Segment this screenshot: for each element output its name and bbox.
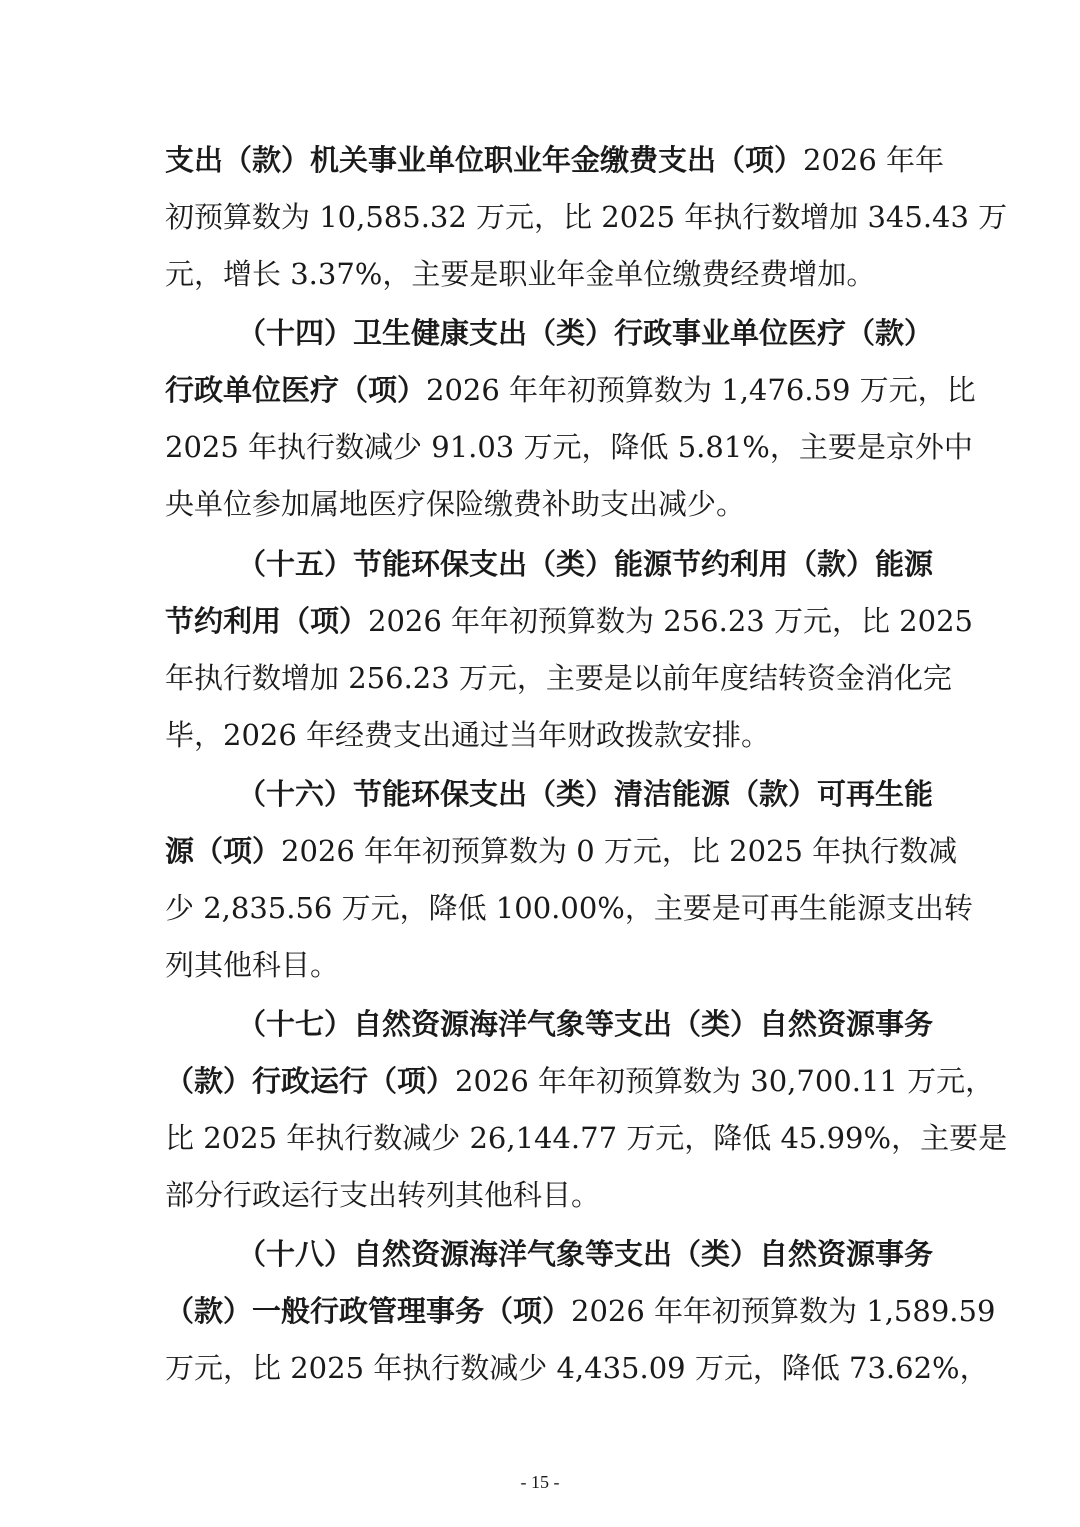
text-line — [165, 425, 973, 469]
heading-text: （十八）自然资源海洋气象等支出（类）自然资源事务 — [237, 1237, 934, 1271]
body-text-run: 列其他科目。 — [165, 948, 340, 982]
text-line — [165, 1116, 1008, 1160]
body-text-run: 2026 年年初预算数为 30,700.11 万元， — [455, 1064, 995, 1098]
text-line — [165, 713, 917, 757]
body-text-run: 元，增长 3.37%，主要是职业年金单位缴费经费增加。 — [165, 257, 876, 291]
heading-text: （十四）卫生健康支出（类）行政事业单位医疗（款） — [237, 316, 934, 350]
text-line — [165, 1346, 989, 1390]
body-text-run: 年执行数增加 256.23 万元，主要是以前年度结转资金消化完 — [165, 661, 952, 695]
heading-text: （十七）自然资源海洋气象等支出（类）自然资源事务 — [237, 1007, 934, 1041]
text-line — [237, 772, 934, 816]
body-text-run: 2026 年年 — [803, 143, 945, 177]
text-line — [165, 1059, 995, 1103]
heading-text: （十六）节能环保支出（类）清洁能源（款）可再生能 — [237, 777, 934, 811]
body-text-run: 2025 年执行数减少 91.03 万元，降低 5.81%，主要是京外中 — [165, 430, 973, 464]
body-text-run: 毕，2026 年经费支出通过当年财政拨款安排。 — [165, 718, 771, 752]
body-text-run: 初预算数为 10,585.32 万元，比 2025 年执行数增加 345.43 万 — [165, 200, 1008, 234]
text-line — [165, 656, 952, 700]
body-text-run: 2026 年年初预算数为 1,476.59 万元，比 — [426, 373, 976, 407]
body-text-run: 部分行政运行支出转列其他科目。 — [165, 1178, 601, 1212]
text-line — [237, 1232, 934, 1276]
heading-text: 源（项） — [165, 834, 282, 868]
body-text-run: 少 2,835.56 万元，降低 100.00%，主要是可再生能源支出转 — [165, 891, 973, 925]
text-line — [165, 943, 917, 987]
body-text-run: 央单位参加属地医疗保险缴费补助支出减少。 — [165, 487, 746, 521]
heading-text: 支出（款）机关事业单位职业年金缴费支出（项） — [165, 143, 804, 177]
heading-text: （款）行政运行（项） — [165, 1064, 456, 1098]
heading-text: （款）一般行政管理事务（项） — [165, 1294, 572, 1328]
page-number: - 15 - — [520, 1472, 560, 1492]
text-line — [237, 542, 934, 586]
text-line — [165, 138, 945, 182]
heading-text: （十五）节能环保支出（类）能源节约利用（款）能源 — [237, 547, 934, 581]
body-text-run: 2026 年年初预算数为 1,589.59 — [571, 1294, 996, 1328]
heading-text: 行政单位医疗（项） — [165, 373, 427, 407]
text-line — [165, 252, 917, 296]
text-line — [165, 368, 976, 412]
text-line — [165, 482, 917, 526]
text-line — [165, 886, 973, 930]
body-text-run: 2026 年年初预算数为 0 万元，比 2025 年执行数减 — [281, 834, 958, 868]
text-line — [165, 1173, 917, 1217]
text-line — [165, 1289, 996, 1333]
body-text-run: 2026 年年初预算数为 256.23 万元，比 2025 — [368, 604, 973, 638]
text-line — [165, 195, 1008, 239]
heading-text: 节约利用（项） — [165, 604, 369, 638]
body-text-run: 比 2025 年执行数减少 26,144.77 万元，降低 45.99%，主要是 — [165, 1121, 1008, 1155]
body-text-run: 万元，比 2025 年执行数减少 4,435.09 万元，降低 73.62%， — [165, 1351, 989, 1385]
text-line — [237, 311, 934, 355]
text-line — [237, 1002, 934, 1046]
text-line — [165, 599, 973, 643]
text-line — [165, 829, 958, 873]
